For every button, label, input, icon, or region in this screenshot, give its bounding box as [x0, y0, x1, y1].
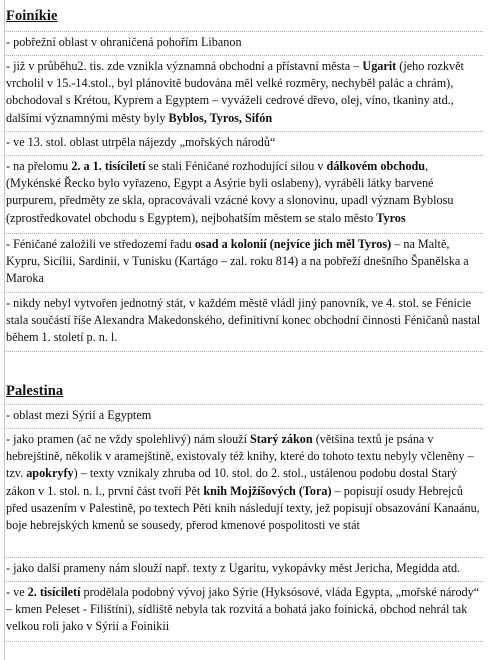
paragraph [6, 295, 481, 347]
bold-text: Starý zákon [250, 432, 313, 446]
divider [4, 581, 483, 582]
paragraph [6, 158, 481, 227]
divider [4, 557, 483, 558]
bold-text: dálkovém obchodu [326, 159, 426, 173]
divider [4, 404, 483, 405]
bold-text: Tyros [376, 210, 406, 225]
bold-text: osad a kolonií (nejvíce jich měl Tyros) [194, 237, 392, 251]
paragraph [6, 407, 481, 424]
text-run: se stali Féničané rozhodující silou v [145, 159, 327, 173]
text-run: - jako pramen (ač ne vždy spolehlivý) nám slouží [6, 432, 251, 446]
section-title-foinikie: Foiníkie [6, 8, 58, 24]
paragraph [6, 236, 481, 288]
document-page [4, 0, 483, 660]
divider [4, 233, 483, 234]
section-title-palestina: Palestina [6, 383, 64, 399]
bold-text: 2. tisíciletí [27, 585, 81, 599]
divider [4, 292, 483, 293]
divider [4, 155, 483, 156]
text-run: - Féničané založili ve středozemí řadu [6, 237, 195, 251]
paragraph [6, 34, 481, 51]
text-run: - nikdy nebyl vytvořen jednotný stát, v každém městě vládl jiný panovník, ve 4. stol. se Fénicie stala součástí říše Alexandra Makedonského, definitivní konec obchodní činnosti Féničanů nastal během 1. století p. n. l. [6, 296, 481, 345]
divider [4, 131, 483, 132]
text-run: (jeho rozkvět vrcholil v 15.-14.stol., byl plánovitě budována měl velké rozměry, nechyběl palác a chrám), obchodoval s Krétou, Kyprem a Egyptem – vyváželi cedrové dřevo, olej, víno, tkaniny atd., dalšími významnými městy byly [6, 59, 464, 125]
paragraph [6, 560, 481, 577]
text-run: - jako další prameny nám slouží např. texty z Ugaritu, vykopávky měst Jericha, Megidda atd. [6, 561, 461, 575]
divider [4, 31, 483, 32]
bold-text: Byblos, Tyros, Sifón [168, 110, 273, 125]
text-run: - na přelomu [6, 159, 72, 173]
divider [4, 641, 483, 642]
left-margin-line [4, 0, 5, 660]
text-run: ) – texty vznikaly zhruba od 10. stol. do 2. stol., ustálenou podobu dostal Starý zákon v 1. stol. n. l., první část tvoří Pět [6, 466, 458, 498]
text-run: (většina textů je psána v hebrejštině, několik v aramejštině, existovaly též knihy, které do tohoto textu nebyly včleněny – tzv. [6, 432, 474, 481]
text-run: - již v průběhu2. tis. zde vznikla významná obchodní a přístavní města – [6, 59, 363, 73]
text-run: prodělala podobný vývoj jako Sýrie (Hyksósové, vláda Egypta, „mořské národy“ – kmen Peleset - Filištíni), sídliště nebyla tak rozvitá a bohatá jako foinická, obchod nehrál tak velkou roli jako v Sýrii a Foinikii [6, 585, 480, 634]
text-run: – popisují osudy Hebrejců před usazením v Palestině, po textech Pěti knih následují texty, jež popisují obsazování Kanaánu, boje hebrejských kmenů se sousedy, přerod kmenové pospolitosti ve stát [6, 483, 480, 533]
bold-text: Ugarit [362, 59, 397, 73]
bold-text: 2. a 1. tisíciletí [71, 159, 146, 173]
text-run: - pobřežní oblast v ohraničená pohořím Libanon [6, 35, 242, 49]
text-run: - ve 13. stol. oblast utrpěla nájezdy „mořských národů“ [6, 135, 276, 149]
text-run: – na Maltě, Kypru, Sicílii, Sardinii, v Tunisku (Kartágo – zal. roku 814) a na pobřeží dnešního Španělska a Maroka [6, 237, 469, 286]
paragraph [6, 58, 481, 127]
divider [4, 55, 483, 56]
divider [4, 428, 483, 429]
paragraph [6, 431, 481, 534]
divider [4, 351, 483, 352]
text-run: - ve [6, 585, 28, 599]
paragraph [6, 134, 481, 151]
text-run: - oblast mezi Sýrií a Egyptem [6, 408, 152, 422]
bold-text: knih Mojžíšových (Tora) [203, 483, 332, 498]
text-run: , (Mykénské Řecko bylo vyřazeno, Egypt a Asýrie byli oslabeny), vyráběli látky barvené purpurem, předměty ze skla, opracovávali vzácné kovy a slonovinu, upadl význam Byblosu (zprostředkovatel obchodu s Egyptem), nejbohatším městem se stalo město [6, 159, 454, 225]
paragraph [6, 584, 481, 636]
bold-text: apokryfy [26, 466, 74, 481]
